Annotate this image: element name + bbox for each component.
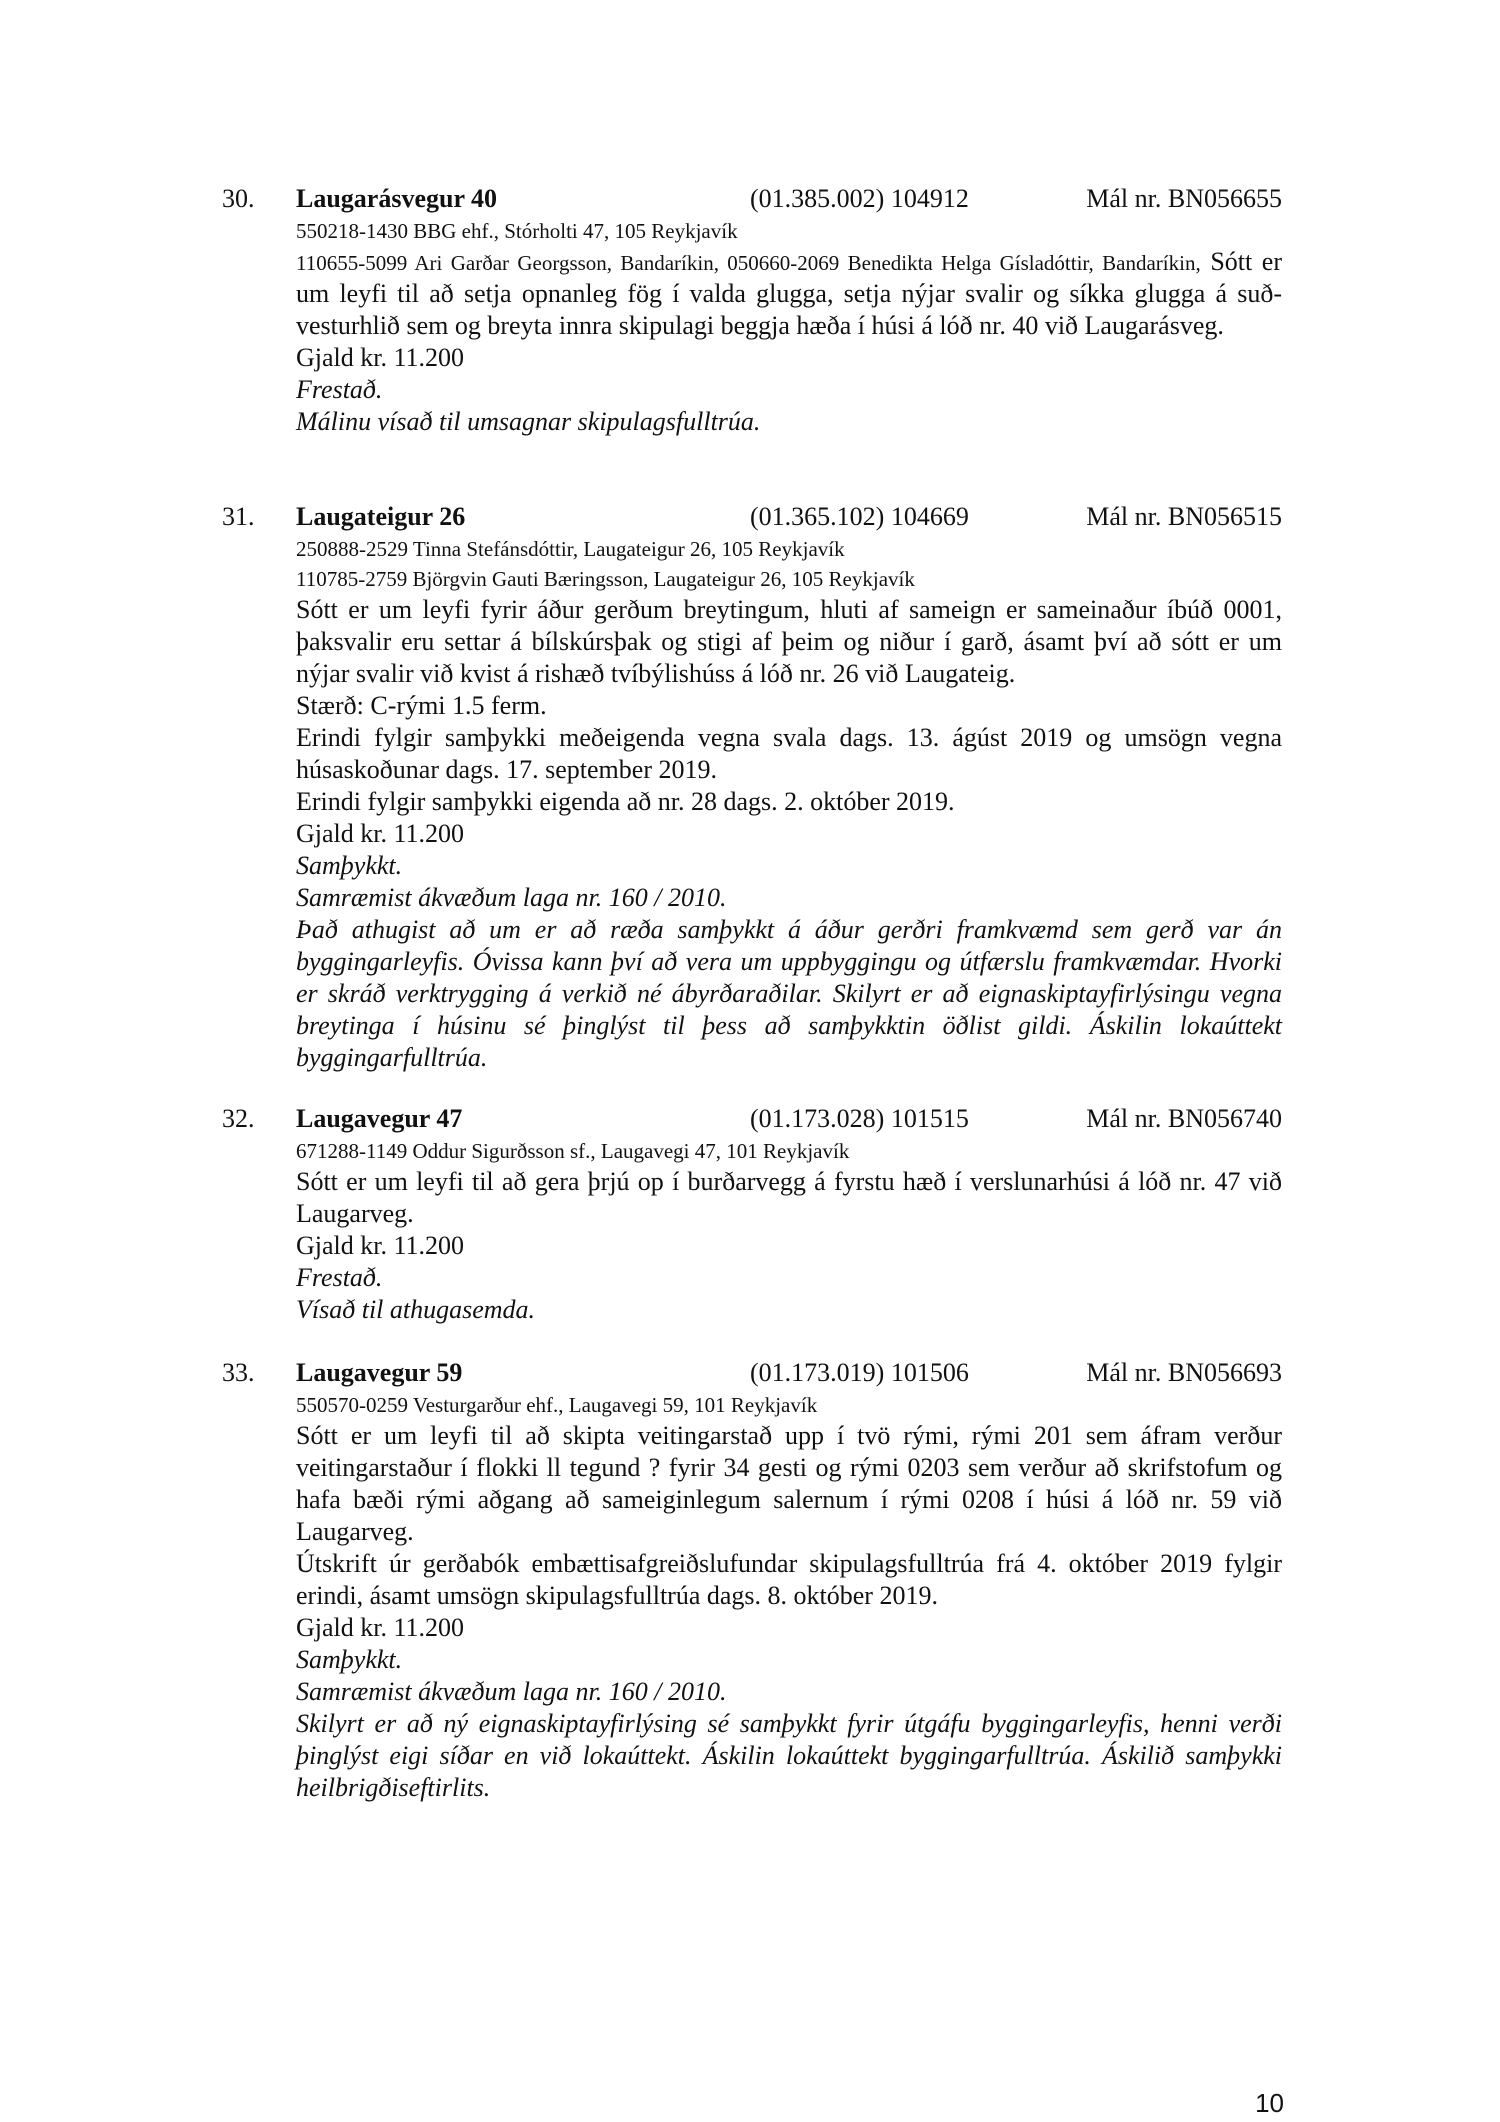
- applicant: 550570-0259 Vesturgarður ehf., Laugavegi 59, 101 Reykjavík: [296, 1393, 818, 1417]
- item-number: 31.: [222, 502, 255, 531]
- fee: Gjald kr. 11.200: [296, 1613, 465, 1642]
- note: Málinu vísað til umsagnar skipulagsfulltrúa.: [296, 407, 761, 436]
- case-header: [222, 500, 1282, 534]
- description: Sótt er um leyfi til að gera þrjú op í burðarvegg á fyrstu hæð í verslunarhúsi á lóð nr. 47 við Laugarveg.: [296, 1167, 1282, 1228]
- case-item-31: [222, 500, 1282, 1074]
- property-reference: (01.173.019) 101506: [750, 1358, 969, 1387]
- applicant: 110785-2759 Björgvin Gauti Bæringsson, Laugateigur 26, 105 Reykjavík: [296, 567, 915, 591]
- description: Sótt er um leyfi til að setja opnanleg fög í valda glugga, setja nýjar svalir og síkka glugga á suð-vesturhlið sem og breyta innra skipulagi beggja hæða í húsi á lóð nr. 40 við Laugarásveg.: [296, 247, 1283, 340]
- owner: 110655-5099 Ari Garðar Georgsson, Bandaríkin, 050660-2069 Benedikta Helga Gísladóttir, Bandaríkin,: [296, 251, 1201, 275]
- item-number: 33.: [222, 1358, 255, 1387]
- item-number: 32.: [222, 1104, 255, 1133]
- attachment: Erindi fylgir samþykki meðeigenda vegna svala dags. 13. ágúst 2019 og umsögn vegna húsaskoðunar dags. 17. september 2019.: [296, 723, 1282, 784]
- case-header: [222, 1102, 1282, 1136]
- case-number: Mál nr. BN056740: [1086, 1104, 1282, 1133]
- case-item-30: [222, 182, 1282, 438]
- decision: Frestað.: [296, 375, 383, 404]
- description: Sótt er um leyfi til að skipta veitingarstað upp í tvö rými, rými 201 sem áfram verður veitingarstaður í flokki ll tegund ? fyrir 34 gesti og rými 0203 sem verður að skrifstofum og hafa bæði rými aðgang að sameiginlegum salernum í rými 0208 í húsi á lóð nr. 59 við Laugarveg.: [296, 1421, 1282, 1546]
- size: Stærð: C-rými 1.5 ferm.: [296, 691, 547, 720]
- item-number: 30.: [222, 184, 255, 213]
- note: Skilyrt er að ný eignaskiptayfirlýsing sé samþykkt fyrir útgáfu byggingarleyfis, henni verði þinglýst eigi síðar en við lokaúttekt. Áskilin lokaúttekt byggingarfulltrúa. Áskilið samþykki heilbrigðiseftirlits.: [296, 1709, 1282, 1802]
- applicant: 550218-1430 BBG ehf., Stórholti 47, 105 Reykjavík: [296, 219, 738, 243]
- decision: Samþykkt.: [296, 851, 403, 880]
- note: Samræmist ákvæðum laga nr. 160 / 2010.: [296, 883, 727, 912]
- applicant: 671288-1149 Oddur Sigurðsson sf., Laugavegi 47, 101 Reykjavík: [296, 1139, 850, 1163]
- street-address: Laugavegur 47: [296, 1104, 463, 1133]
- case-number: Mál nr. BN056655: [1086, 184, 1282, 213]
- street-address: Laugateigur 26: [296, 502, 466, 531]
- fee: Gjald kr. 11.200: [296, 1231, 465, 1260]
- owner-and-description: [296, 246, 1282, 342]
- case-header: [222, 1356, 1282, 1390]
- case-item-32: [222, 1102, 1282, 1326]
- decision: Samþykkt.: [296, 1645, 403, 1674]
- case-item-33: [222, 1356, 1282, 1804]
- case-header: [222, 182, 1282, 216]
- fee: Gjald kr. 11.200: [296, 343, 465, 372]
- note: Það athugist að um er að ræða samþykkt á áður gerðri framkvæmd sem gerð var án byggingarleyfis. Óvissa kann því að vera um uppbyggingu og útfærslu framkvæmdar. Hvorki er skráð verktrygging á verkið né ábyrðaraðilar. Skilyrt er að eignaskiptayfirlýsingu vegna breytinga í húsinu sé þinglýst til þess að samþykktin öðlist gildi. Áskilin lokaúttekt byggingarfulltrúa.: [296, 915, 1282, 1072]
- attachment: Erindi fylgir samþykki eigenda að nr. 28 dags. 2. október 2019.: [296, 787, 955, 816]
- property-reference: (01.365.102) 104669: [750, 502, 969, 531]
- page-number: 10: [1255, 2088, 1284, 2118]
- note: Vísað til athugasemda.: [296, 1295, 536, 1324]
- note: Samræmist ákvæðum laga nr. 160 / 2010.: [296, 1677, 727, 1706]
- property-reference: (01.385.002) 104912: [750, 184, 969, 213]
- applicant: 250888-2529 Tinna Stefánsdóttir, Laugateigur 26, 105 Reykjavík: [296, 537, 845, 561]
- case-number: Mál nr. BN056693: [1086, 1358, 1282, 1387]
- description: Sótt er um leyfi fyrir áður gerðum breytingum, hluti af sameign er sameinaður íbúð 0001, þaksvalir eru settar á bílskúrsþak og stigi af þeim og niður í garð, ásamt því að sótt er um nýjar svalir við kvist á rishæð tvíbýlishúss á lóð nr. 26 við Laugateig.: [296, 595, 1282, 688]
- decision: Frestað.: [296, 1263, 383, 1292]
- street-address: Laugavegur 59: [296, 1358, 463, 1387]
- property-reference: (01.173.028) 101515: [750, 1104, 969, 1133]
- street-address: Laugarásvegur 40: [296, 184, 498, 213]
- case-number: Mál nr. BN056515: [1086, 502, 1282, 531]
- fee: Gjald kr. 11.200: [296, 819, 465, 848]
- attachment: Útskrift úr gerðabók embættisafgreiðslufundar skipulagsfulltrúa frá 4. október 2019 fylgir erindi, ásamt umsögn skipulagsfulltrúa dags. 8. október 2019.: [296, 1549, 1282, 1610]
